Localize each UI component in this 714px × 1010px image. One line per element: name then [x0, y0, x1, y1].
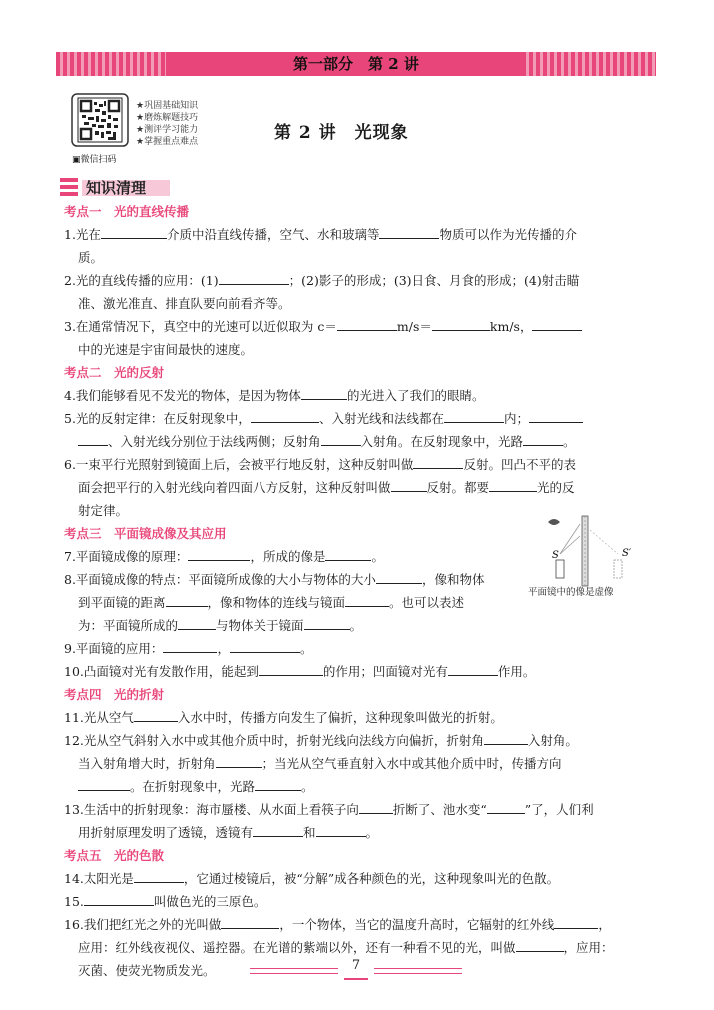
question-15: 15. 叫做色光的三原色。 [64, 890, 646, 913]
header-title: 第一部分 第 2 讲 [293, 55, 419, 73]
answer-blank[interactable] [413, 454, 463, 469]
page-title: 第 2 讲 光现象 [274, 123, 409, 143]
answer-blank[interactable] [101, 224, 167, 239]
topic-heading: 考点三 平面镜成像及其应用 [64, 526, 227, 541]
label-s: S [552, 550, 559, 561]
footer-line [374, 968, 462, 974]
question-10: 10.凸面镜对光有发散作用，能起到 的作用；凹面镜对光有 作用。 [64, 660, 646, 683]
topic-heading: 考点二 光的反射 [64, 365, 165, 380]
question-13: 13.生活中的折射现象：海市蜃楼、从水面上看筷子向 折断了、池水变“ ”了，人们利 用折射原理发明了透镜，透镜有 和 。 [64, 798, 646, 844]
answer-blank[interactable] [134, 707, 178, 722]
answer-blank[interactable] [301, 385, 347, 400]
answer-blank[interactable] [532, 316, 582, 331]
question-8: 8.平面镜成像的特点：平面镜所成像的大小与物体的大小 ，像和物体 到平面镜的距离 ，像和物体的连线与镜面 。也可以表述 为：平面镜所成的 与物体关于镜面 。 [64, 568, 646, 637]
footer-line [250, 968, 338, 974]
feature-item: ★掌握重点难点 [136, 137, 199, 147]
question-1: 1.光在 介质中沿直线传播，空气、水和玻璃等 物质可以作为光传播的介 质。 [64, 223, 646, 269]
section-banner [60, 176, 172, 198]
answer-blank[interactable] [444, 408, 504, 423]
question-14: 14.太阳光是 ，它通过棱镜后，被“分解”成各种颜色的光，这种现象叫光的色散。 [64, 867, 646, 890]
answer-blank[interactable] [554, 914, 598, 929]
answer-blank[interactable] [216, 753, 262, 768]
answer-blank[interactable] [448, 661, 498, 676]
answer-blank[interactable] [178, 615, 216, 630]
answer-blank[interactable] [359, 799, 393, 814]
answer-blank[interactable] [523, 431, 563, 446]
figure-caption: 平面镜中的像是虚像 [528, 587, 614, 598]
topic-heading: 考点四 光的折射 [64, 687, 165, 702]
answer-blank[interactable] [188, 546, 250, 561]
answer-blank[interactable] [391, 477, 427, 492]
answer-blank[interactable] [84, 891, 154, 906]
topic-heading: 考点一 光的直线传播 [64, 204, 190, 219]
answer-blank[interactable] [376, 569, 422, 584]
answer-blank[interactable] [253, 822, 303, 837]
phone-scan-icon [68, 92, 132, 148]
banner-stripes-icon [60, 178, 78, 196]
page-footer [250, 958, 464, 982]
answer-blank[interactable] [78, 776, 130, 791]
mirror-icon [582, 516, 588, 586]
answer-blank[interactable] [337, 316, 397, 331]
answer-blank[interactable] [487, 799, 525, 814]
answer-blank[interactable] [219, 270, 289, 285]
answer-blank[interactable] [255, 776, 301, 791]
question-11: 11.光从空气 入水中时，传播方向发生了偏折，这种现象叫做光的折射。 [64, 706, 646, 729]
scan-label [72, 152, 117, 165]
question-6: 6.一束平行光照射到镜面上后，会被平行地反射，这种反射叫做 反射。凹凸不平的表 面会把平行的入射光线向着四面八方反射，这种反射叫做 反射。都要 光的反 射定律。 [64, 453, 646, 522]
answer-blank[interactable] [529, 408, 583, 423]
question-9: 9.平面镜的应用： ， 。 [64, 637, 646, 660]
answer-blank[interactable] [484, 730, 528, 745]
question-4: 4.我们能够看见不发光的物体，是因为物体 的光进入了我们的眼睛。 [64, 384, 646, 407]
answer-blank[interactable] [379, 224, 439, 239]
feature-list [136, 100, 198, 148]
answer-blank[interactable] [221, 914, 279, 929]
candle-image-icon [614, 560, 622, 578]
answer-blank[interactable] [432, 316, 490, 331]
page-number: 7 [344, 958, 368, 980]
answer-blank[interactable] [321, 431, 361, 446]
answer-blank[interactable] [78, 431, 108, 446]
header-bar [56, 52, 656, 76]
section-banner-label: 知识清理 [86, 179, 147, 197]
question-5: 5.光的反射定律：在反射现象中， 、入射光线和法线都在 内； 、入射光线分别位于法线两侧；反射角 入射角。在反射现象中，光路 。 [64, 407, 646, 453]
answer-blank[interactable] [230, 638, 300, 653]
answer-blank[interactable] [163, 638, 217, 653]
question-16: 16.我们把红光之外的光叫做 ，一个物体，当它的温度升高时，它辐射的红外线 ， 应用：红外线夜视仪、遥控器。在光谱的紫端以外，还有一种看不见的光，叫做 ，应用： 灭菌、使荧光物质发光。 [64, 913, 646, 982]
feature-item: ★测评学习能力 [136, 125, 199, 135]
question-2: 2.光的直线传播的应用：(1) ；(2)影子的形成；(3)日食、月食的形成；(4)射击瞄 准、激光准直、排直队要向前看齐等。 [64, 269, 646, 315]
question-3: 3.在通常情况下，真空中的光速可以近似取为 c＝ m/s＝ km/s， 中的光速是宇宙间最快的速度。 [64, 315, 646, 361]
feature-item: ★巩固基础知识 [136, 101, 199, 111]
answer-blank[interactable] [345, 592, 389, 607]
answer-blank[interactable] [259, 661, 323, 676]
answer-blank[interactable] [166, 592, 208, 607]
answer-blank[interactable] [251, 408, 319, 423]
answer-blank[interactable] [325, 546, 371, 561]
question-12: 12.光从空气斜射入水中或其他介质中时，折射光线向法线方向偏折，折射角 入射角。 当入射角增大时，折射角 ；当光从空气垂直射入水中或其他介质中时，传播方向 。在折射现象中，光路 。 [64, 729, 646, 798]
answer-blank[interactable] [304, 615, 350, 630]
scan-label-text: 微信扫码 [80, 155, 117, 165]
answer-blank[interactable] [489, 477, 537, 492]
answer-blank[interactable] [516, 937, 564, 952]
topic-heading: 考点五 光的色散 [64, 848, 165, 863]
answer-blank[interactable] [316, 822, 366, 837]
wechat-icon: ▣ [72, 155, 81, 165]
label-s-prime: S′ [622, 548, 632, 559]
feature-item: ★磨炼解题技巧 [136, 113, 199, 123]
eye-icon [548, 519, 560, 525]
answer-blank[interactable] [134, 868, 184, 883]
candle-icon [556, 560, 564, 578]
question-7: 7.平面镜成像的原理： ，所成的像是 。 [64, 545, 646, 568]
